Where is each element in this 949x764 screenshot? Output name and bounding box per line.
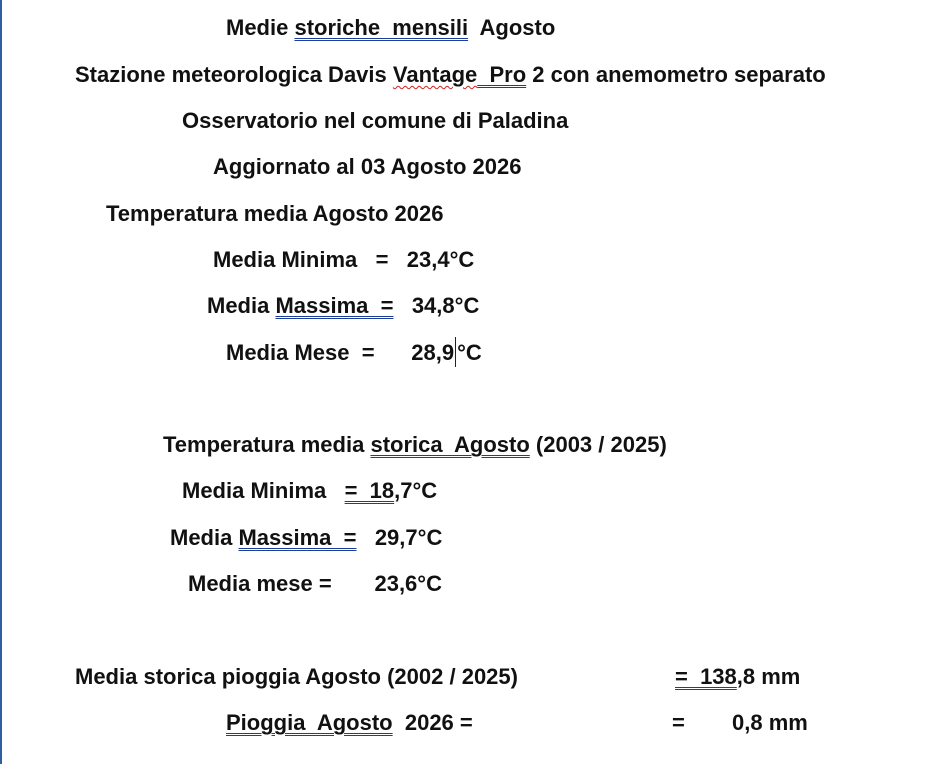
- current-mean: Media Mese = 28,9 °C: [226, 339, 482, 367]
- current-max: Media Massima = 34,8°C: [207, 293, 480, 318]
- rain-historic-label: Media storica pioggia Agosto (2002 / 2025): [75, 664, 518, 689]
- historic-heading: Temperatura media storica Agosto (2003 / 2025): [163, 432, 667, 457]
- updated-line: Aggiornato al 03 Agosto 2026: [213, 154, 522, 179]
- rain-current-value: 0,8 mm: [732, 710, 808, 735]
- station-line: Stazione meteorologica Davis Vantage Pro 2 con anemometro separato: [75, 62, 826, 87]
- text-cursor: [455, 337, 456, 367]
- page-left-border: [0, 0, 2, 764]
- rain-current-label: Pioggia Agosto 2026 =: [226, 710, 473, 735]
- current-heading: Temperatura media Agosto 2026: [106, 201, 444, 226]
- historic-max: Media Massima = 29,7°C: [170, 525, 443, 550]
- historic-mean: Media mese = 23,6°C: [188, 571, 442, 596]
- current-min: Media Minima = 23,4°C: [213, 247, 475, 272]
- rain-historic-value: = 138,8 mm: [675, 664, 801, 689]
- historic-min: Media Minima = 18,7°C: [182, 478, 438, 503]
- observatory-line: Osservatorio nel comune di Paladina: [182, 108, 569, 133]
- page-title: Medie storiche mensili Agosto: [226, 15, 556, 40]
- rain-current-equals: =: [672, 710, 685, 735]
